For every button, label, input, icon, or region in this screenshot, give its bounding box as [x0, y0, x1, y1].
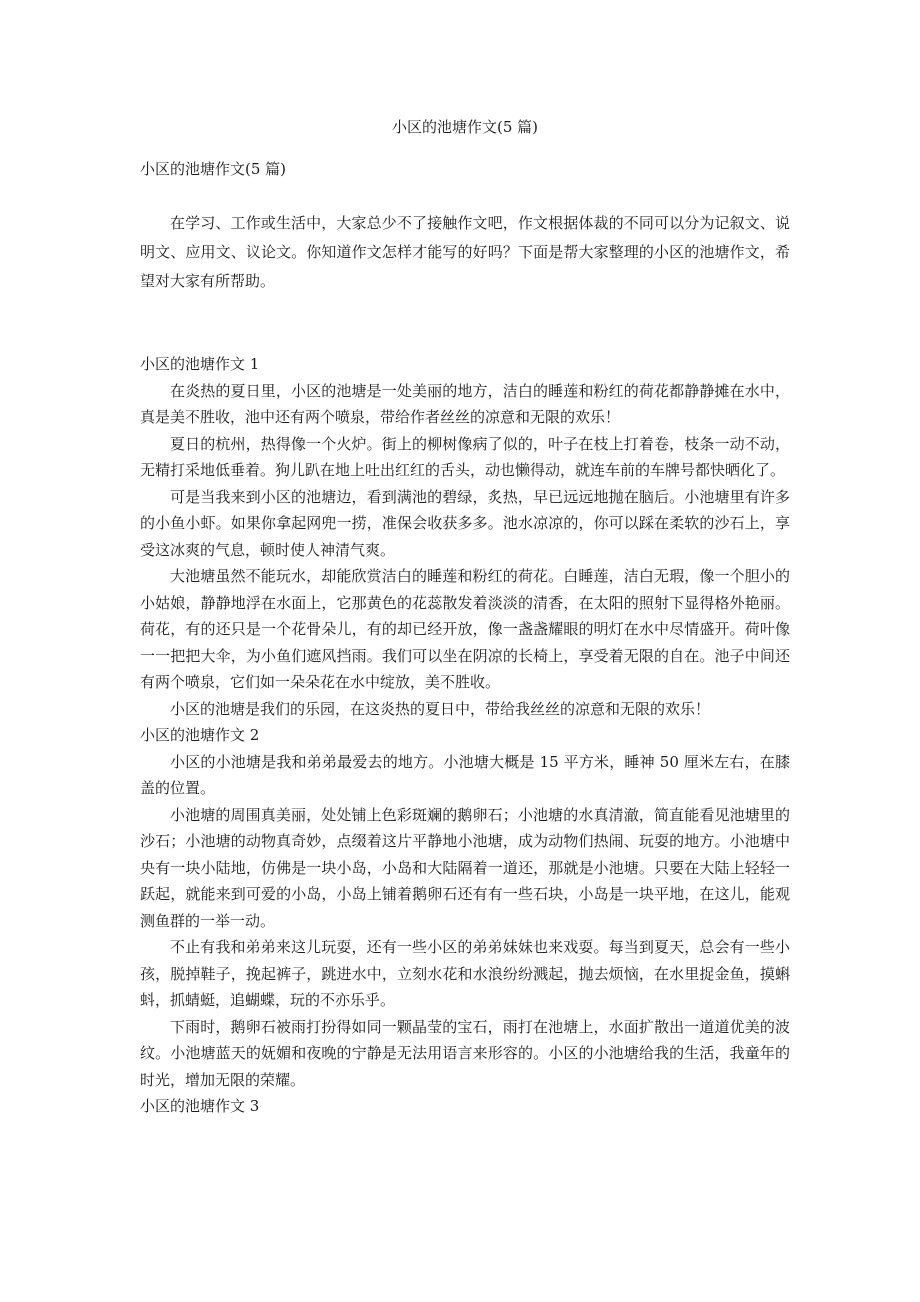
intro-paragraph: 在学习、工作或生活中，大家总少不了接触作文吧，作文根据体裁的不同可以分为记叙文、说明文、应用文、议论文。你知道作文怎样才能写的好吗？下面是帮大家整理的小区的池塘作文，希望对大家有所帮助。	[140, 214, 790, 290]
essay-1-paragraph: 可是当我来到小区的池塘边，看到满池的碧绿，炙热，早已远远地抛在脑后。小池塘里有许多的小鱼小虾。如果你拿起网兜一捞，准保会收获多多。池水凉凉的，你可以踩在柔软的沙石上，享受这冰爽的气息，顿时使人神清气爽。	[140, 487, 790, 559]
essay-2-paragraph: 下雨时，鹅卵石被雨打扮得如同一颗晶莹的宝石，雨打在池塘上，水面扩散出一道道优美的波纹。小池塘蓝天的妩媚和夜晚的宁静是无法用语言来形容的。小区的小池塘给我的生活，我童年的时光，增加无限的荣耀。	[140, 1017, 790, 1089]
essay-1-paragraph: 在炎热的夏日里，小区的池塘是一处美丽的地方，洁白的睡莲和粉红的荷花都静静摊在水中，真是美不胜收，池中还有两个喷泉，带给作者丝丝的凉意和无限的欢乐！	[140, 381, 790, 426]
essay-1-paragraph: 大池塘虽然不能玩水，却能欣赏洁白的睡莲和粉红的荷花。白睡莲，洁白无瑕，像一个胆小的小姑娘，静静地浮在水面上，它那黄色的花蕊散发着淡淡的清香，在太阳的照射下显得格外艳丽。荷花，有的还只是一个花骨朵儿，有的却已经开放，像一盏盏耀眼的明灯在水中尽情盛开。荷叶像一一把把大伞，为小鱼们遮风挡雨。我们可以坐在阴凉的长椅上，享受着无限的自在。池子中间还有两个喷泉，它们如一朵朵花在水中绽放，美不胜收。	[140, 567, 790, 691]
document-body	[140, 351, 790, 1120]
essay-2-paragraph: 小区的小池塘是我和弟弟最爱去的地方。小池塘大概是 15 平方米，睡神 50 厘米左右，在膝盖的位置。	[140, 752, 790, 797]
essay-3-heading: 小区的池塘作文 3	[140, 1097, 260, 1115]
essay-2-paragraph: 不止有我和弟弟来这儿玩耍，还有一些小区的弟弟妹妹也来戏耍。每当到夏天，总会有一些小孩，脱掉鞋子，挽起裤子，跳进水中，立刻水花和水浪纷纷溅起，抛去烦恼，在水里捉金鱼，摸蝌蚪，抓蜻蜓，追蝴蝶，玩的不亦乐乎。	[140, 938, 790, 1009]
essay-1-paragraph: 小区的池塘是我们的乐园，在这炎热的夏日中，带给我丝丝的凉意和无限的欢乐！	[170, 699, 711, 718]
document-title: 小区的池塘作文(5 篇)	[391, 118, 539, 136]
document-subtitle: 小区的池塘作文(5 篇)	[140, 160, 287, 178]
essay-1-heading: 小区的池塘作文 1	[140, 355, 260, 373]
essay-2-heading: 小区的池塘作文 2	[140, 726, 260, 744]
essay-2-paragraph: 小池塘的周围真美丽，处处铺上色彩斑斓的鹅卵石；小池塘的水真清澈，简直能看见池塘里的沙石；小池塘的动物真奇妙，点缀着这片平静地小池塘，成为动物们热闹、玩耍的地方。小池塘中央有一块小陆地，仿佛是一块小岛，小岛和大陆隔着一道还，那就是小池塘。只要在大陆上轻轻一跃起，就能来到可爱的小岛，小岛上铺着鹅卵石还有有一些石块，小岛是一块平地，在这儿，能观测鱼群的一举一动。	[140, 805, 790, 930]
essay-1-paragraph: 夏日的杭州，热得像一个火炉。街上的柳树像病了似的，叶子在枝上打着卷，枝条一动不动，无精打采地低垂着。狗儿趴在地上吐出红红的舌头，动也懒得动，就连车前的车牌号都快晒化了。	[140, 434, 790, 479]
